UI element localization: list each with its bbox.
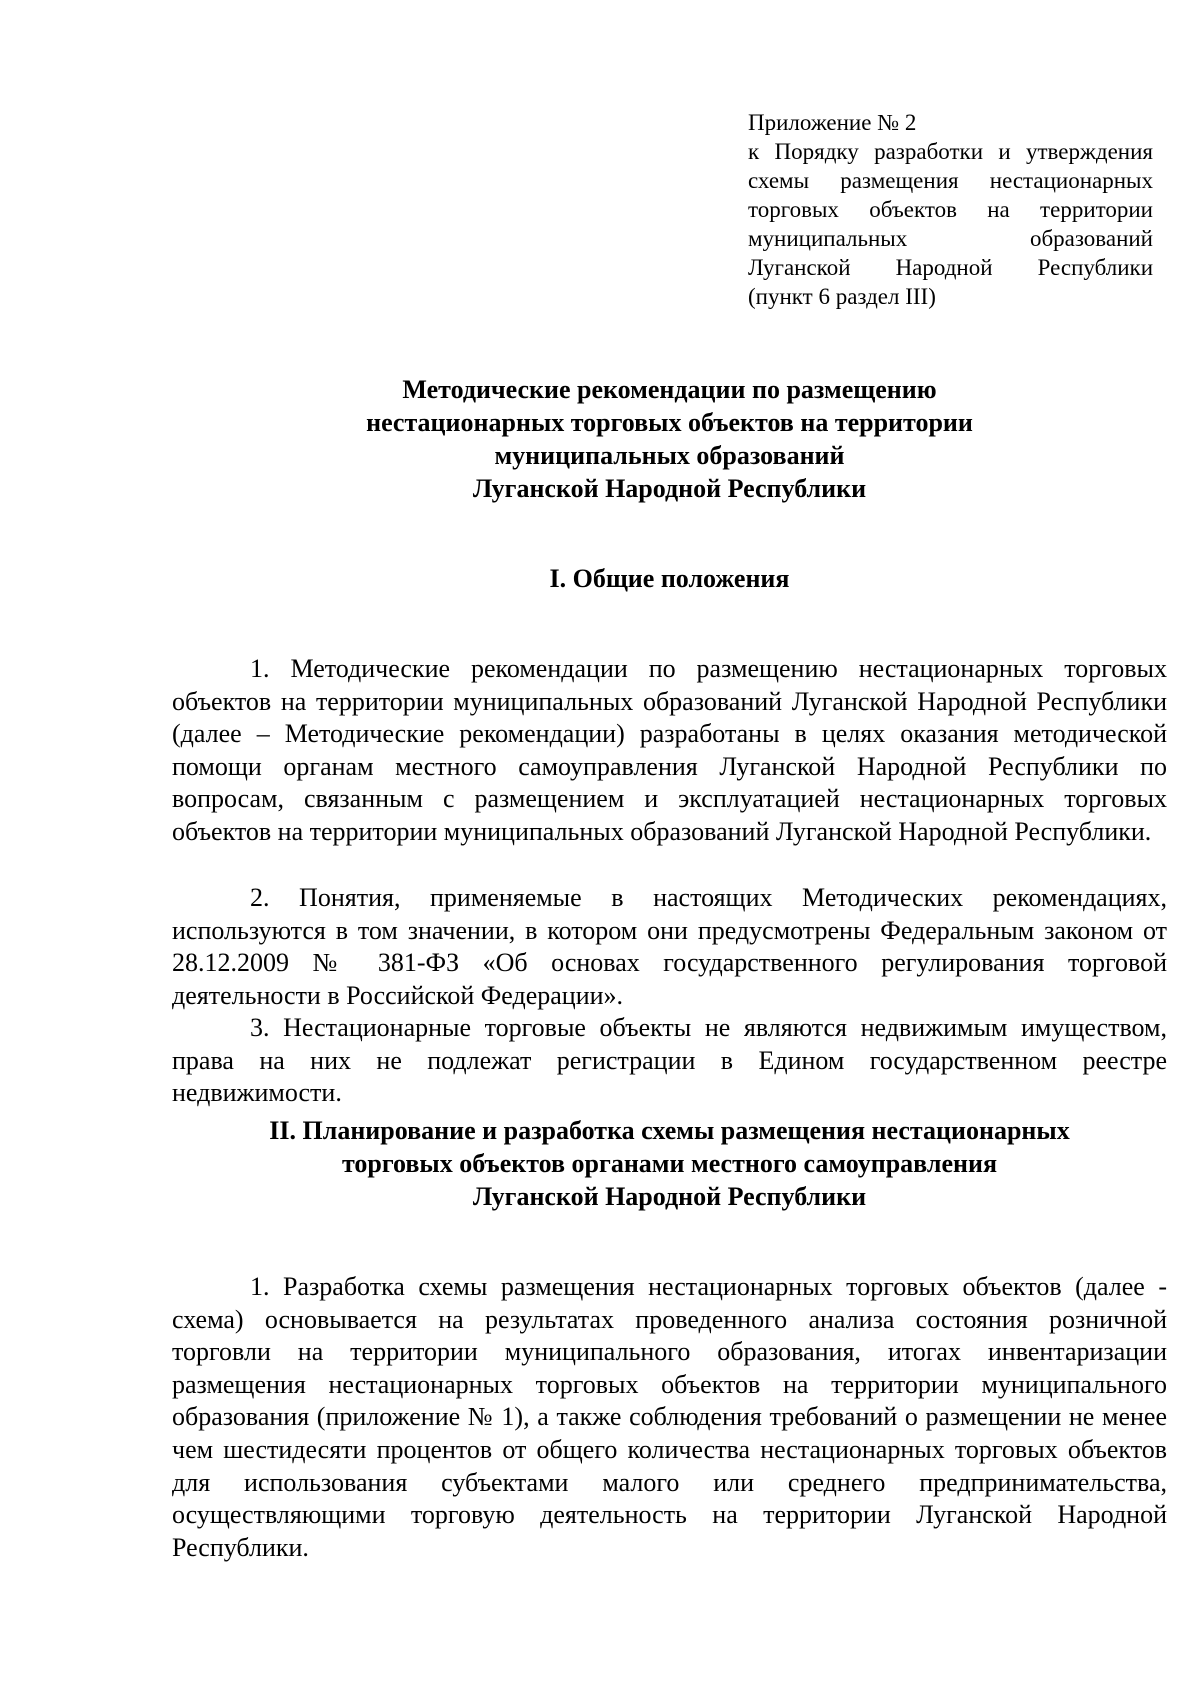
annex-line: муниципальных образований	[748, 226, 1153, 251]
annex-line: (пункт 6 раздел III)	[748, 284, 936, 309]
annex-line: к Порядку разработки и утверждения	[748, 139, 1153, 164]
section-1-paragraph-3: 3. Нестационарные торговые объекты не являются недвижимым имуществом, права на них не подлежат регистрации в Едином государственном реестре недвижимости.	[172, 1013, 1167, 1108]
section-2-heading	[172, 1114, 1167, 1213]
annex-line: Приложение № 2	[748, 110, 917, 135]
section-1-heading	[172, 562, 1167, 595]
section-1-paragraph-2: 2. Понятия, применяемые в настоящих Методических рекомендациях, используются в том значении, в котором они предусмотрены Федеральным законом от 28.12.2009 № 381-ФЗ «Об основах государственного регулирования торговой деятельности в Российской Федерации».	[172, 883, 1167, 1010]
document-title-line: нестационарных торговых объектов на территории	[366, 408, 973, 437]
document-title-line: муниципальных образований	[494, 441, 845, 470]
annex-reference	[748, 108, 1153, 311]
document-title-line: Луганской Народной Республики	[472, 474, 867, 503]
section-heading-line: I. Общие положения	[549, 564, 790, 593]
section-heading-line: торговых объектов органами местного самоуправления	[341, 1149, 998, 1178]
section-1-paragraph-1: 1. Методические рекомендации по размещению нестационарных торговых объектов на территории муниципальных образований Луганской Народной Республики (далее – Методические рекомендации) разработаны в целях оказания методической помощи органам местного самоуправления Луганской Народной Республики по вопросам, связанным с размещением и эксплуатацией нестационарных торговых объектов на территории муниципальных образований Луганской Народной Республики.	[172, 654, 1167, 846]
annex-line: Луганской Народной Республики	[748, 255, 1153, 280]
annex-line: схемы размещения нестационарных	[748, 168, 1153, 193]
section-heading-line: II. Планирование и разработка схемы размещения нестационарных	[269, 1116, 1070, 1145]
document-title	[172, 373, 1167, 505]
document-title-line: Методические рекомендации по размещению	[402, 375, 937, 404]
section-heading-line: Луганской Народной Республики	[472, 1182, 867, 1211]
section-2-paragraph-1: 1. Разработка схемы размещения нестационарных торговых объектов (далее - схема) основывается на результатах проведенного анализа состояния розничной торговли на территории муниципального образования, итогах инвентаризации размещения нестационарных торговых объектов на территории муниципального образования (приложение № 1), а также соблюдения требований о размещении не менее чем шестидесяти процентов от общего количества нестационарных торговых объектов для использования субъектами малого или среднего предпринимательства, осуществляющими торговую деятельность на территории Луганской Народной Республики.	[172, 1272, 1167, 1562]
annex-line: торговых объектов на территории	[748, 197, 1153, 222]
